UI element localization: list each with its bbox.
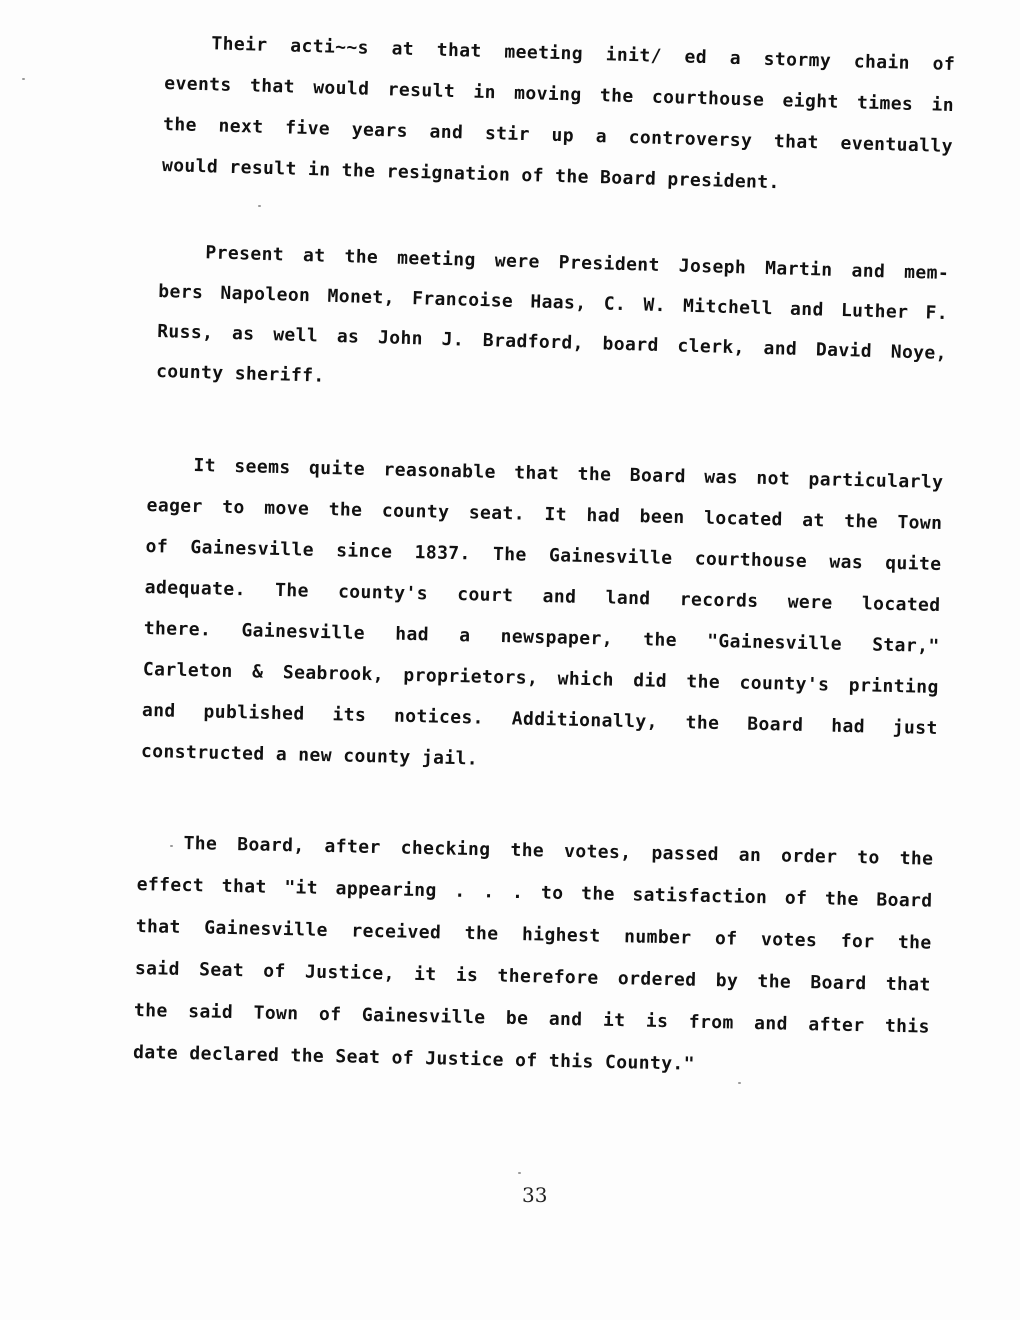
paragraph-line: there. Gainesville had a newspaper, the "Gainesville Star,": [143, 617, 940, 658]
scan-speck: [518, 1172, 521, 1174]
paragraph-line: constructed a new county jail.: [140, 740, 479, 770]
paragraph-line: said Seat of Justice, it is therefore ordered by the Board that: [134, 957, 931, 996]
paragraph-line: Present at the meeting were President Joseph Martin and mem-: [205, 242, 950, 285]
paragraph-line: the next five years and stir up a controversy that eventually: [162, 113, 954, 158]
paragraph-line: bers Napoleon Monet, Francoise Haas, C. W. Mitchell and Luther F.: [158, 280, 949, 325]
paragraph-1: [161, 22, 955, 208]
paragraph-line: Carleton & Seabrook, proprietors, which did the county's printing: [142, 658, 939, 698]
scan-speck: [258, 205, 261, 207]
scan-speck: [738, 1082, 741, 1084]
paragraph-line: Russ, as well as John J. Bradford, board clerk, and David Noye,: [156, 320, 948, 365]
paragraph-line: Their acti~~s at that meeting init/ ed a stormy chain of: [211, 33, 956, 76]
paragraph-line: The Board, after checking the votes, passed an order to the: [183, 832, 934, 870]
paragraph-line: and published its notices. Additionally, the Board had just: [141, 699, 938, 739]
paragraph-2: [156, 232, 950, 414]
paragraph-line: eager to move the county seat. It had been located at the Town: [146, 494, 943, 535]
paragraph-line: events that would result in moving the courthouse eight times in: [163, 72, 955, 117]
scan-speck: [170, 845, 173, 847]
paragraph-line: adequate. The county's court and land records were located: [144, 576, 941, 617]
paragraph-3: [141, 444, 944, 790]
paragraph-line: county sheriff.: [155, 360, 325, 387]
paragraph-line: date declared the Seat of Justice of this County.": [132, 1041, 696, 1075]
paragraph-line: of Gainesville since 1837. The Gainesville courthouse was quite: [145, 535, 942, 576]
page-number: 33: [522, 1183, 548, 1207]
paragraph-line: that Gainesville received the highest number of votes for the: [135, 915, 932, 954]
scan-speck: [22, 78, 25, 80]
paragraph-4: [133, 822, 934, 1091]
paragraph-line: effect that "it appearing . . . to the satisfaction of the Board: [136, 873, 933, 912]
paragraph-line: It seems quite reasonable that the Board was not particularly: [193, 455, 944, 494]
paragraph-line: the said Town of Gainesville be and it is from and after this: [133, 999, 931, 1038]
paragraph-line: would result in the resignation of the Board president.: [161, 154, 781, 194]
